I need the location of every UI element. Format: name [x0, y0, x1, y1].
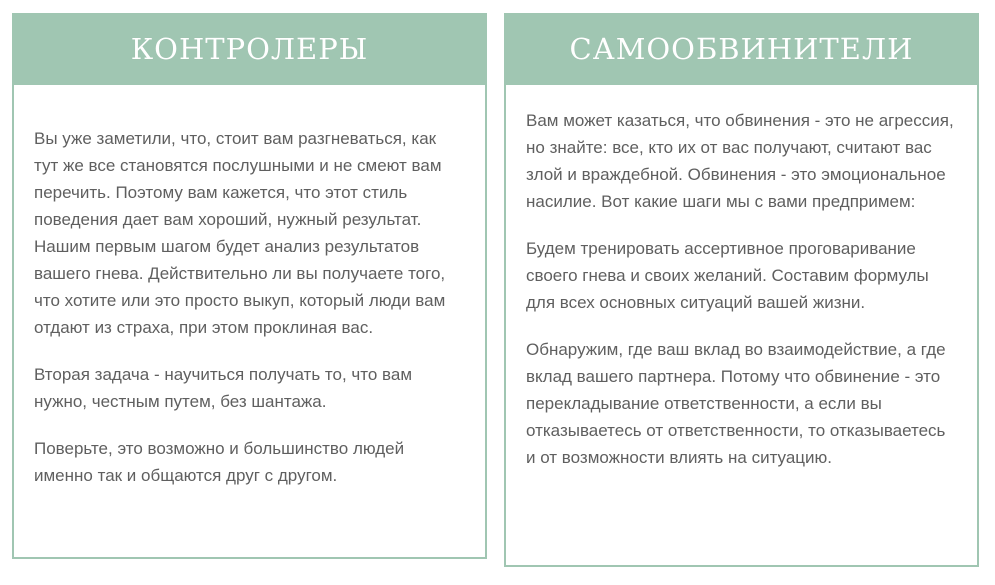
paragraph: Обнаружим, где ваш вклад во взаимодействие, а где вклад вашего партнера. Потому что обвинение - это перекладывание ответственности, а если вы отказываетесь от ответственности, то отказываетесь и от возможности влиять на ситуацию.	[526, 340, 946, 467]
card-body	[14, 85, 485, 489]
card-self-blamers	[504, 13, 979, 567]
paragraph: Будем тренировать ассертивное проговаривание своего гнева и своих желаний. Составим формулы для всех основных ситуаций вашей жизни.	[526, 239, 929, 312]
paragraph: Поверьте, это возможно и большинство людей именно так и общаются друг с другом.	[34, 439, 405, 485]
card-body	[506, 85, 977, 471]
card-controllers	[12, 13, 487, 559]
paragraph: Вторая задача - научиться получать то, что вам нужно, честным путем, без шантажа.	[34, 365, 413, 411]
paragraph: Вам может казаться, что обвинения - это не агрессия, но знайте: все, кто их от вас получают, считают вас злой и враждебной. Обвинения - это эмоциональное насилие. Вот какие шаги мы с вами предпримем:	[526, 111, 954, 211]
card-title: КОНТРОЛЕРЫ	[130, 32, 369, 66]
card-header	[12, 13, 487, 85]
card-header	[504, 13, 979, 85]
card-title: САМООБВИНИТЕЛИ	[569, 32, 914, 66]
paragraph: Вы уже заметили, что, стоит вам разгневаться, как тут же все становятся послушными и не смеют вам перечить. Поэтому вам кажется, что этот стиль поведения дает вам хороший, нужный результат. Нашим первым шагом будет анализ результатов вашего гнева. Действительно ли вы получаете того, что хотите или это просто выкуп, который люди вам отдают из страха, при этом проклиная вас.	[34, 129, 446, 337]
